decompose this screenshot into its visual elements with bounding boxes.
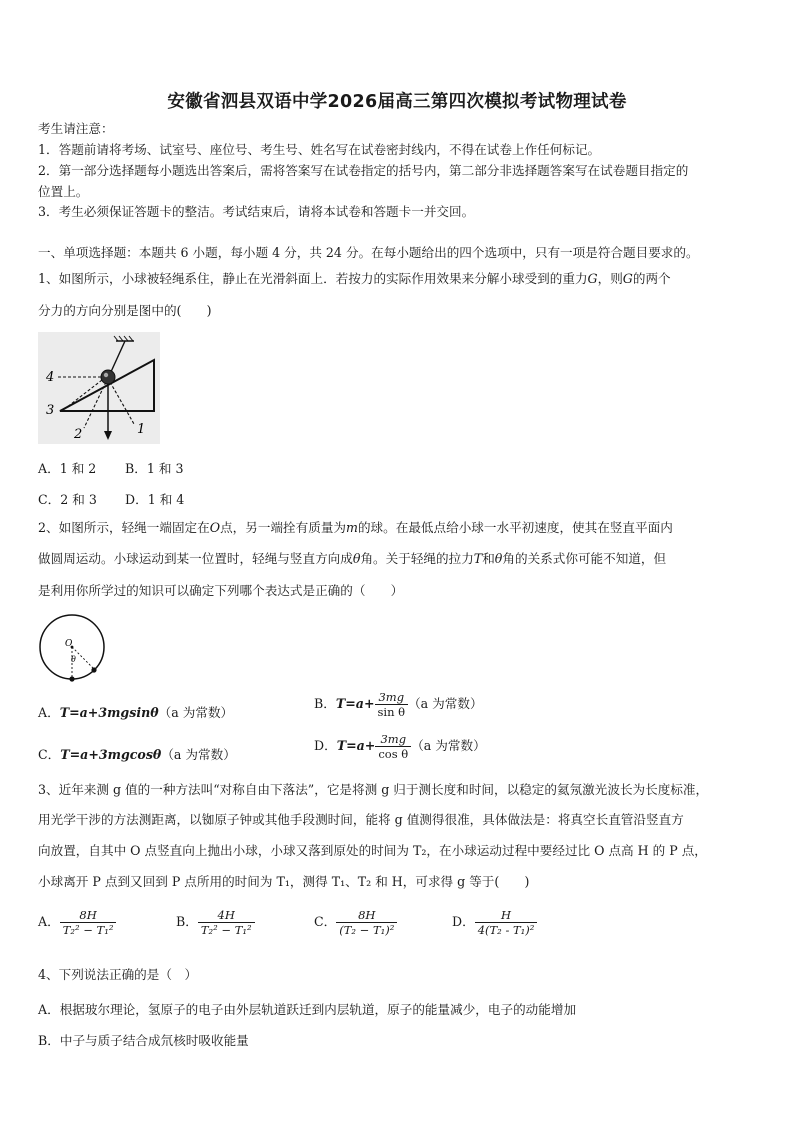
q3-stem-line1: 3、近年来测 g 值的一种方法叫“对称自由下落法”，它是将测 g 归于测长度和时间，以稳定的氦氖激光波长为长度标准， — [38, 782, 709, 797]
q1-incline-figure — [38, 332, 160, 444]
notice-item-2: 2．第一部分选择题每小题选出答案后，需将答案写在试卷指定的括号内，第二部分非选择题答案写在试卷题目指定的 — [38, 163, 689, 178]
q2-stem-line3: 是利用你所学过的知识可以确定下列哪个表达式是正确的（ ） — [38, 583, 404, 598]
option-letter: B． — [314, 696, 336, 711]
q2-var-m: m — [346, 520, 358, 535]
q2-text: 的球。在最低点给小球一水平初速度，使其在竖直平面内 — [357, 520, 673, 535]
q3-stem-line4: 小球离开 P 点到又回到 P 点所用的时间为 T₁，测得 T₁、T₂ 和 H，可求得 g 等于( ) — [38, 874, 530, 889]
q3-option-a[interactable] — [38, 908, 116, 937]
q2-var-theta: θ — [494, 551, 503, 566]
option-fraction — [198, 908, 255, 937]
page-title: 安徽省泗县双语中学2026届高三第四次模拟考试物理试卷 — [167, 92, 627, 112]
q2-text: 点，另一端拴有质量为 — [220, 520, 346, 535]
fig-label-1: 1 — [137, 422, 146, 437]
option-letter: A． — [38, 914, 60, 929]
q1-option-b[interactable]: B．1 和 3 — [125, 461, 184, 476]
q2-var-o: O — [209, 520, 221, 535]
fraction-denominator: T₂² − T₁² — [200, 923, 252, 937]
ball — [101, 370, 115, 384]
q1-stem-line1 — [38, 270, 671, 288]
option-fraction — [336, 908, 397, 937]
option-note: （a 为常数） — [411, 738, 486, 753]
q3-option-c[interactable] — [314, 908, 397, 937]
q4-option-a[interactable]: A．根据玻尔理论，氢原子的电子由外层轨道跃迁到内层轨道，原子的能量减少，电子的动能增加 — [38, 1002, 577, 1017]
fraction-numerator: 8H — [336, 908, 397, 923]
notice-item-1: 1．答题前请将考场、试室号、座位号、考生号、姓名写在试卷密封线内，不得在试卷上作任何标记。 — [38, 142, 601, 157]
section-heading: 一、单项选择题：本题共 6 小题，每小题 4 分，共 24 分。在每小题给出的四个选项中，只有一项是符合题目要求的。 — [38, 245, 699, 260]
fraction-numerator: 3mg — [375, 732, 411, 747]
fraction-numerator: H — [475, 908, 538, 923]
option-note: （a 为常数） — [408, 696, 483, 711]
notice-item-2-continued: 位置上。 — [38, 184, 89, 199]
q2-text: 角的关系式你可能不知道，但 — [502, 551, 667, 566]
q2-stem-line2 — [38, 550, 666, 568]
option-expression: T=a+3mgcosθ — [60, 747, 162, 762]
option-letter: D． — [452, 914, 475, 929]
q2-stem-line1 — [38, 519, 673, 537]
option-expression: T=a+ — [335, 696, 375, 711]
q1-option-a[interactable]: A．1 和 2 — [38, 461, 97, 476]
q4-stem: 4、下列说法正确的是（ ） — [38, 967, 198, 982]
q1-var-g: G — [587, 271, 598, 286]
q2-option-a[interactable] — [38, 702, 233, 721]
fig-label-theta: θ — [71, 655, 76, 664]
option-expression: T=a+ — [336, 738, 376, 753]
ball-highlight — [104, 373, 108, 377]
fraction-denominator: 4(T₂ - T₁)² — [477, 923, 535, 937]
q2-text: 2、如图所示，轻绳一端固定在 — [38, 520, 210, 535]
q1-var-g: G — [622, 271, 633, 286]
option-fraction — [475, 908, 538, 937]
lowest-point-ball — [69, 676, 74, 681]
q1-text: 的两个 — [632, 271, 671, 286]
q1-text: 1、如图所示，小球被轻绳系住，静止在光滑斜面上．若按力的实际作用效果来分解小球受到的重力 — [38, 271, 588, 286]
fraction-denominator: (T₂ − T₁)² — [339, 923, 395, 937]
q1-text: ，则 — [597, 271, 623, 286]
q3-stem-line2: 用光学干涉的方法测距离，以铷原子钟或其他手段测时间，能将 g 值测得很准，具体做法是：将真空长直管沿竖直方 — [38, 812, 684, 827]
fraction-numerator: 3mg — [375, 690, 409, 705]
q3-stem-line3: 向放置，自其中 O 点竖直向上抛出小球，小球又落到原处的时间为 T₂，在小球运动过程中要经过比 O 点高 H 的 P 点， — [38, 843, 707, 858]
fig-label-2: 2 — [74, 427, 83, 442]
option-letter: D． — [314, 738, 337, 753]
q2-option-b[interactable] — [314, 690, 483, 719]
q1-option-d[interactable]: D．1 和 4 — [125, 492, 185, 507]
option-fraction — [60, 908, 117, 937]
q2-text: 角。关于轻绳的拉力 — [360, 551, 474, 566]
q2-text: 和 — [482, 551, 495, 566]
fig-label-o: O — [65, 639, 73, 649]
q2-var-t: T — [473, 551, 483, 566]
option-letter: B． — [176, 914, 198, 929]
ball — [91, 667, 96, 672]
notice-heading: 考生请注意： — [38, 121, 114, 136]
fig-label-3: 3 — [46, 403, 55, 418]
fraction-denominator: T₂² − T₁² — [62, 923, 114, 937]
q2-var-theta: θ — [352, 551, 361, 566]
option-note: （a 为常数） — [158, 705, 234, 720]
q1-stem-line2: 分力的方向分别是图中的( ) — [38, 303, 212, 318]
q2-option-c[interactable] — [38, 744, 236, 763]
q2-circle-figure — [38, 614, 108, 684]
fraction-denominator: sin θ — [377, 705, 406, 719]
option-fraction — [375, 690, 409, 719]
option-letter: C． — [38, 747, 61, 762]
fraction-numerator: 4H — [198, 908, 255, 923]
q3-option-d[interactable] — [452, 908, 537, 937]
fraction-numerator: 8H — [60, 908, 117, 923]
option-letter: A． — [38, 705, 60, 720]
option-letter: C． — [314, 914, 337, 929]
option-note: （a 为常数） — [161, 747, 236, 762]
fraction-denominator: cos θ — [378, 747, 409, 761]
q3-option-b[interactable] — [176, 908, 255, 937]
q1-option-c[interactable]: C．2 和 3 — [38, 492, 97, 507]
fig-label-4: 4 — [46, 370, 55, 385]
option-fraction — [375, 732, 411, 761]
q4-option-b[interactable]: B．中子与质子结合成氘核时吸收能量 — [38, 1033, 249, 1048]
option-expression: T=a+3mgsinθ — [59, 705, 159, 720]
q2-option-d[interactable] — [314, 732, 486, 761]
q2-text: 做圆周运动。小球运动到某一位置时，轻绳与竖直方向成 — [38, 551, 353, 566]
notice-item-3: 3．考生必须保证答题卡的整洁。考试结束后，请将本试卷和答题卡一并交回。 — [38, 204, 475, 219]
